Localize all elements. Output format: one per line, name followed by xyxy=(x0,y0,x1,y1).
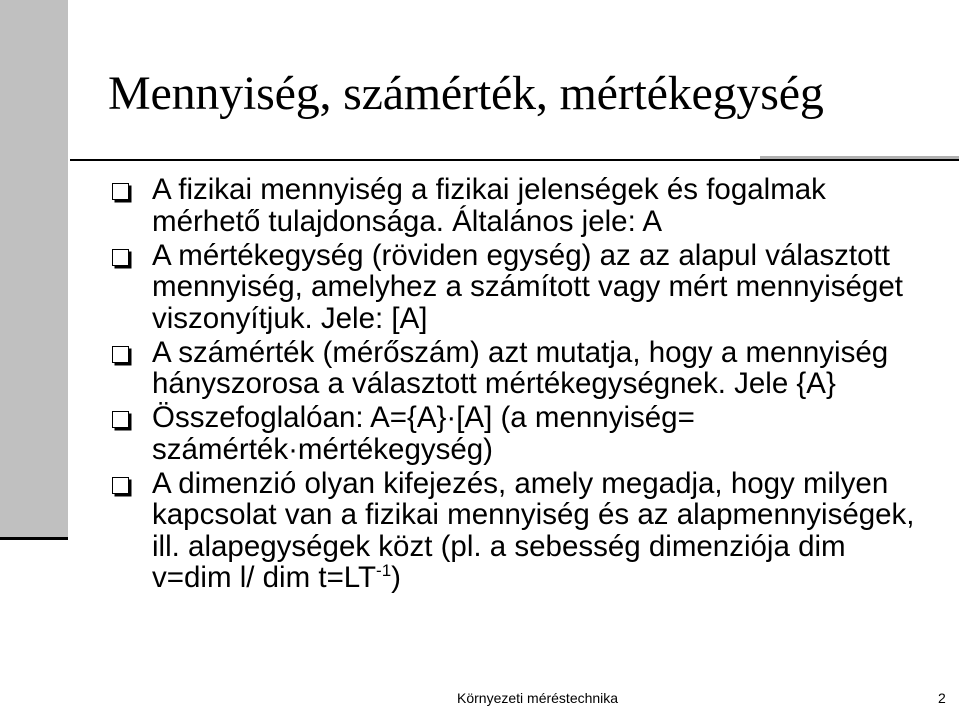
bullet-item-2 xyxy=(110,240,930,335)
hollow-square-bullet-icon xyxy=(112,249,129,266)
side-bar-bottom-edge xyxy=(0,537,68,540)
bullet-item-3 xyxy=(110,337,930,400)
bullet-text-suffix: ) xyxy=(391,561,401,594)
bullet-item-4 xyxy=(110,402,930,465)
bullet-text-main: A dimenzió olyan kifejezés, amely megadja, hogy milyen kapcsolat van a fizikai mennyiség és az alapmennyiségek, ill. alapegységek közt (pl. a sebesség dimenziója dim v=dim l/ dim t=LT xyxy=(152,466,915,594)
hollow-square-bullet-icon xyxy=(112,477,129,494)
page-number: 2 xyxy=(938,690,946,706)
hollow-square-bullet-icon xyxy=(112,183,129,200)
slide-title: Mennyiség, számérték, mértékegység xyxy=(108,67,824,120)
bullet-item-5 xyxy=(110,468,930,594)
exponent-superscript: -1 xyxy=(376,561,392,580)
bullet-text: Összefoglalóan: A={A}·[A] (a mennyiség= számérték·mértékegység) xyxy=(152,401,695,466)
bullet-text: A számérték (mérőszám) azt mutatja, hogy a mennyiség hányszorosa a választott mértékegységnek. Jele {A} xyxy=(152,335,889,400)
bullet-text: A fizikai mennyiség a fizikai jelenségek és fogalmak mérhető tulajdonsága. Általános jele: A xyxy=(152,173,826,238)
bullet-item-1 xyxy=(110,174,930,237)
bullet-list xyxy=(110,174,930,596)
hollow-square-bullet-icon xyxy=(112,346,129,363)
bullet-text xyxy=(152,468,930,594)
title-underline xyxy=(70,159,959,161)
hollow-square-bullet-icon xyxy=(112,411,129,428)
bullet-text: A mértékegység (röviden egység) az az alapul választott mennyiség, amelyhez a számított vagy mért mennyiséget viszonyítjuk. Jele: [A] xyxy=(152,238,903,335)
decorative-side-bar xyxy=(0,0,68,540)
slide-footer: Környezeti méréstechnika xyxy=(457,690,619,706)
